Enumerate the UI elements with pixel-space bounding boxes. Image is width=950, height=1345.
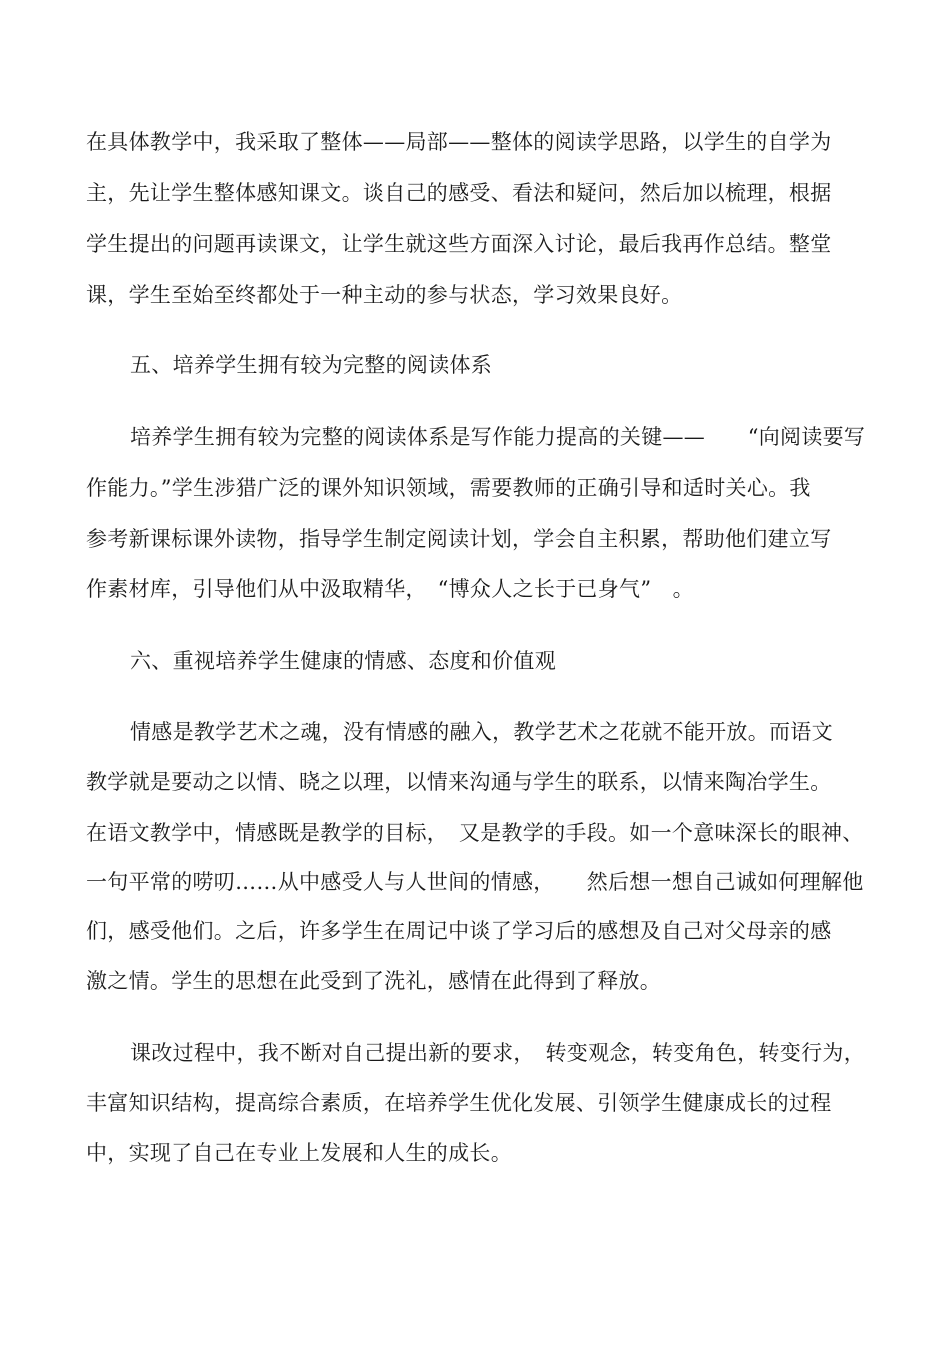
paragraph-line: 课改过程中，我不断对自己提出新的要求， 转变观念，转变角色，转变行为， (130, 1041, 865, 1065)
paragraph-line: 在具体教学中，我采取了整体——局部——整体的阅读学思路，以学生的自学为 (86, 130, 832, 154)
paragraph-line: 情感是教学艺术之魂，没有情感的融入，教学艺术之花就不能开放。而语文 (130, 720, 833, 744)
paragraph-line: 在语文教学中，情感既是教学的目标， 又是教学的手段。如一个意味深长的眼神、 (86, 821, 864, 845)
paragraph-line: 学生提出的问题再读课文，让学生就这些方面深入讨论，最后我再作总结。整堂 (86, 232, 832, 256)
paragraph-line: 激之情。学生的思想在此受到了洗礼，感情在此得到了释放。 (86, 969, 662, 993)
section-heading: 六、重视培养学生健康的情感、态度和价值观 (130, 649, 556, 673)
paragraph-line: 一句平常的唠叨……从中感受人与人世间的情感， 然后想一想自己诚如何理解他 (86, 870, 864, 894)
paragraph-line: 作素材库，引导他们从中汲取精华， “博众人之长于已身气” 。 (86, 577, 694, 601)
paragraph-line: 中，实现了自己在专业上发展和人生的成长。 (86, 1141, 512, 1165)
paragraph-line: 课，学生至始至终都处于一种主动的参与状态，学习效果良好。 (86, 283, 683, 307)
paragraph-line: 培养学生拥有较为完整的阅读体系是写作能力提高的关键—— “向阅读要写 (130, 425, 866, 449)
paragraph-line: 参考新课标课外读物，指导学生制定阅读计划，学会自主积累，帮助他们建立写 (86, 527, 832, 551)
section-heading: 五、培养学生拥有较为完整的阅读体系 (130, 353, 493, 377)
paragraph-line: 作能力。”学生涉猎广泛的课外知识领域，需要教师的正确引导和适时关心。我 (86, 476, 811, 500)
paragraph-line: 主，先让学生整体感知课文。谈自己的感受、看法和疑问，然后加以梳理，根据 (86, 181, 832, 205)
paragraph-line: 们，感受他们。之后，许多学生在周记中谈了学习后的感想及自己对父母亲的感 (86, 919, 832, 943)
paragraph-line: 丰富知识结构，提高综合素质，在培养学生优化发展、引领学生健康成长的过程 (86, 1091, 832, 1115)
paragraph-line: 教学就是要动之以情、晓之以理，以情来沟通与学生的联系，以情来陶冶学生。 (86, 770, 832, 794)
